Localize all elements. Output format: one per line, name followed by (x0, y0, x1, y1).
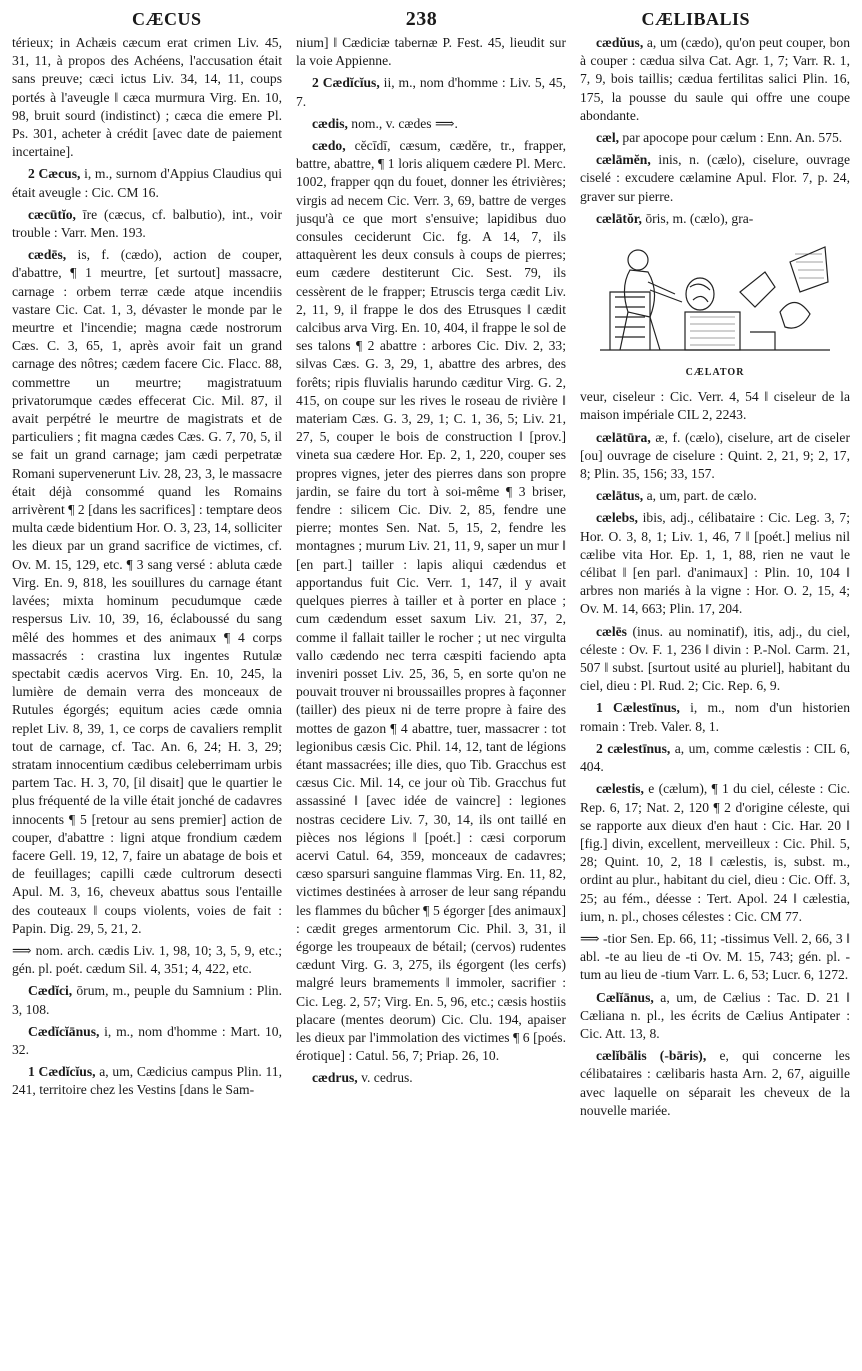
entry-definition: veur, ciseleur : Cic. Verr. 4, 54 ‖ ciseleur de la maison impériale CIL 2, 2243. (580, 389, 850, 423)
dictionary-entry (580, 487, 850, 505)
dictionary-entry (296, 34, 566, 70)
header-left-guideword: CÆCUS (132, 9, 202, 29)
dictionary-entry (296, 115, 566, 133)
entry-headword: 2 Cæcus, (28, 166, 81, 182)
caelator-engraving-illustration (590, 232, 840, 362)
dictionary-entry (12, 206, 282, 242)
entry-headword: cæcūtĭo, (28, 206, 76, 222)
entry-definition: a, um, de Cælius : Tac. D. 21 ‖ Cæliana n. pl., les écrits de Cælius Antipater : Cic. Att. 13, 8. (580, 989, 850, 1041)
entry-definition: i, m., surnom d'Appius Claudius qui était aveugle : Cic. CM 16. (12, 166, 282, 200)
dictionary-entry (580, 1047, 850, 1120)
column-3 (580, 34, 850, 1364)
entry-definition: a, um, Cædicius campus Plin. 11, 241, territoire chez les Vestins [dans le Sam- (12, 1064, 282, 1098)
entry-definition: īre (cæcus, cf. balbutio), int., voir trouble : Varr. Men. 193. (12, 206, 282, 241)
dictionary-entry (12, 1023, 282, 1059)
dictionary-entry (12, 942, 282, 978)
entry-headword: cælĭbālis (-bāris), (596, 1048, 707, 1064)
dictionary-entry (12, 1063, 282, 1099)
entry-headword: cælātūra, (596, 429, 651, 445)
dictionary-entry (580, 780, 850, 926)
running-header (12, 0, 850, 34)
dictionary-entry (580, 210, 850, 228)
entry-definition: ibis, adj., célibataire : Cic. Leg. 3, 7; Hor. O. 3, 8, 1; Liv. 1, 46, 7 ‖ [poét.] melius nil cælibe vita Hor. Ep. 1, 1, 88, rien ne vaut le célibat ‖ [en parl. d'animaux] : Plin. 10, 104 ‖ arbres non mariés à la vigne : Hor. O. 2, 15, 4; Ov. M. 14, 663; Plin. 17, 204. (580, 510, 850, 617)
entry-headword: 1 Cælestīnus, (596, 700, 680, 716)
dictionary-entry (580, 740, 850, 776)
entry-definition: a, um (cædo), qu'on peut couper, bon à couper : cædua silva Cat. Agr. 1, 7; Varr. R. 1, 7, 9, bois taillis; cædua fertilitas salici Plin. 16, 175, la pousse du saule qui offre une coupe abondante. (580, 35, 850, 123)
entry-definition: ii, m., nom d'homme : Liv. 5, 45, 7. (296, 75, 566, 109)
entry-definition: is, f. (cædo), action de couper, d'abattre, ¶ 1 meurtre, [et surtout] massacre, carnage : orbem terræ cæde atque incendiis vastare Cic. Cat. 1, 3, dévaster le monde par le meurtre et l'incendie; magna cæde nostrorum Cæs. C. 3, 65, 1, après avoir fait un grand carnage des nôtres; cædem facere Cic. Flacc. 88, commettre un meurtre; magistratuum privatorumque cædes effecerat Cic. Mil. 87, il avait perpétré le meurtre de magistrats et de particuliers ; fit magna cædes Cæs. G. 7, 70, 5, il se fait un grand carnage; jam cædi perpetratæ Romani supervenerunt Liv. 28, 23, 3, le massacre était déjà consommé quand les Romains arrivèrent ¶ 2 [dans les sacrifices] : temptare deos multa cæde bidentium Hor. O. 3, 23, 14, solliciter les dieux par un grand sacrifice de victimes, cf. Ov. M. 15, 129, etc. ¶ 3 sang versé : abluta cæde Virg. En. 9, 818, les souillures du carnage étant lavées; mixta hominum pecudumque cæde respersus Liv. 10, 39, 16, éclaboussé du sang mêlé des hommes et des animaux ¶ 4 corps massacrés : crastina lux ingentes Rutulæ spectabit cædis acervos Virg. En. 10, 245, la lumière de demain verra des monceaux de Rutules égorgés; equitum acies cæde omnia replet Liv. 8, 39, 1, ce corps de cavaliers remplit tout de carnage, cf. Tac. An. 6, 24; H. 3, 29; stratam innocentium cædibus celeberrimam urbis partem Tac. H. 3, 70, [il disait] que le quartier le plus fréquenté de la ville était jonché de cadavres innocents ¶ 5 [retour au sens premier] action de couper, d'abattre : ligni atque frondium cædem facere Gell. 19, 12, 7, faire un abatage de bois et de feuillages; capilli cæde cultrorum desecti Apul. M. 3, 16, cheveux abattus sous l'entaille des couteaux ‖ coups violents, voies de fait : Papin. Dig. 29, 5, 21, 2. (12, 247, 282, 936)
dictionary-entry (580, 388, 850, 424)
entry-definition: ⟹ -tior Sen. Ep. 66, 11; -tissimus Vell. 2, 66, 3 ‖ abl. -te au lieu de -ti Ov. M. 15, 743; gén. pl. -tum au lieu de -tium Varr. L. 6, 53; Lucr. 6, 1272. (580, 930, 850, 983)
entry-headword: cædrus, (312, 1070, 358, 1086)
entry-definition: ōrum, m., peuple du Samnium : Plin. 3, 108. (12, 983, 282, 1017)
dictionary-entry (580, 429, 850, 484)
dictionary-entry (296, 74, 566, 110)
entry-definition: e (cælum), ¶ 1 du ciel, céleste : Cic. Rep. 6, 17; Nat. 2, 120 ¶ 2 d'origine céleste, qui se rapporte aux dieux d'en haut : Cic. Har. 20 ‖ [fig.] divin, excellent, merveilleux : Cic. Phil. 5, 28; Quint. 10, 2, 18 ‖ cælestis, is, subst. m., ordint au plur., habitant du ciel, dieu : Cic. Off. 3, 25; au fém., déesse : Tert. Apol. 24 ‖ cælestia, ium, n. pl., choses célestes : Cic. CM 77. (580, 781, 850, 924)
entry-definition: (inus. au nominatif), itis, adj., du ciel, céleste : Ov. F. 1, 236 ‖ divin : P.-Nol. Carm. 21, 507 ‖ subst. [surtout usité au pluriel], habitant du ciel, dieu : Pl. Rud. 2; Cic. Rep. 6, 9. (580, 623, 850, 694)
dictionary-entry (580, 623, 850, 696)
column-1 (12, 34, 282, 1364)
entry-headword: cæl, (596, 130, 620, 146)
dictionary-entry (12, 34, 282, 161)
entry-definition: a, um, comme cælestis : CIL 6, 404. (580, 740, 850, 775)
header-right-guideword: CÆLIBALIS (641, 9, 750, 29)
dictionary-entry (12, 165, 282, 201)
entry-definition: æ, f. (cælo), ciselure, art de ciseler [ou] ouvrage de ciselure : Quint. 2, 21, 9; 2, 17, 8; Plin. 35, 156; 33, 157. (580, 429, 850, 482)
entry-definition: nom., v. cædes ⟹. (347, 115, 458, 131)
entry-headword: 1 Cædĭcĭus, (28, 1064, 96, 1080)
dictionary-entry (12, 246, 282, 938)
page-number: 238 (405, 8, 438, 30)
dictionary-entry (580, 34, 850, 125)
column-2 (296, 34, 566, 1364)
entry-headword: Cælĭānus, (596, 989, 654, 1005)
dictionary-entry (580, 989, 850, 1044)
entry-definition: ⟹ nom. arch. cædis Liv. 1, 98, 10; 3, 5, 9, etc.; gén. pl. poét. cædum Sil. 4, 351; 4, 422, etc. (12, 942, 282, 977)
dictionary-entry (12, 982, 282, 1018)
entry-definition: v. cedrus. (357, 1070, 413, 1086)
dictionary-entry (580, 930, 850, 985)
entry-headword: cædŭus, (596, 35, 644, 50)
dictionary-entry (296, 137, 566, 1065)
engraving-figure (580, 232, 850, 382)
dictionary-entry (580, 129, 850, 147)
entry-definition: a, um, part. de cælo. (643, 488, 757, 504)
entry-headword: cælātus, (596, 488, 644, 504)
entry-definition: nium] ‖ Cædiciæ tabernæ P. Fest. 45, lieudit sur la voie Appienne. (296, 35, 566, 69)
entry-headword: 2 cælestīnus, (596, 740, 671, 756)
entry-definition: i, m., nom d'un historien romain : Treb. Valer. 8, 1. (580, 700, 850, 734)
entry-headword: 2 Cædĭcĭus, (312, 75, 380, 91)
entry-headword: Cædĭcĭānus, (28, 1023, 100, 1039)
entry-definition: térieux; in Achæis cæcum erat crimen Liv. 45, 31, 11, à propos des Achéens, l'accusation était sans preuve; cæci ictus Liv. 34, 14, 11, coups portés à l'aveugle ‖ cæca murmura Virg. En. 10, 98, bruit sourd (indistinct) ; cæca die emere Pl. Ps. 301, acheter à crédit [avec date de paiement incertaine]. (12, 35, 282, 160)
entry-definition: ōris, m. (cælo), gra- (641, 210, 754, 226)
entry-headword: cædo, (312, 138, 346, 154)
entry-headword: Cædĭci, (28, 983, 73, 999)
entry-definition: i, m., nom d'homme : Mart. 10, 32. (12, 1023, 282, 1057)
entry-definition: e, qui concerne les célibataires : cælibaris hasta Arn. 2, 67, aiguille avec laquelle on séparait les cheveux de la nouvelle mariée. (580, 1048, 850, 1118)
entry-headword: cædēs, (28, 247, 67, 263)
figure-caption: CÆLATOR (685, 367, 745, 379)
entry-definition: par apocope pour cælum : Enn. An. 575. (619, 130, 843, 146)
entry-definition: inis, n. (cælo), ciselure, ouvrage ciselé : excudere cælamine Apul. Flor. 7, p. 24, graver sur pierre. (580, 152, 850, 204)
entry-headword: cælestis, (596, 781, 644, 797)
entry-headword: cælāmĕn, (596, 152, 651, 168)
entry-definition: cĕcīdī, cæsum, cædĕre, tr., frapper, battre, abattre, ¶ 1 loris aliquem cædere Pl. Merc. 1002, frapper qqn du fouet, donner les étrivières; virgis ad necem Cic. Verr. 3, 69, battre de verges jusqu'à ce que mort s'ensuive; lapidibus duo consules ceciderunt Cic. fg. A 14, 7, ils attaquèrent les deux consuls à coups de pierres; eum cædere destiterunt Cic. Sest. 79, ils cessèrent de le frapper; Etruscis terga cædit Liv. 2, 11, 9, il frappe le dos des Etrusques ‖ cædit calcibus arva Virg. En. 10, 404, il frappe le sol de ses talons ¶ 2 abattre : arbores Cic. Div. 2, 33; silvas Cæs. G. 3, 29, 1, abattre des arbres, des forêts; ripis fluvialis harundo cæditur Virg. G. 2, 415, on coupe sur les rives le roseau de rivière ‖ materiam Cæs. G. 3, 29, 1; C. 1, 36, 5; Liv. 21, 27, 5, couper le bois de construction ‖ [prov.] vineta sua cædere Hor. Ep. 2, 1, 220, couper ses propres vignes, jeter des pierres dans son propre jardin, se faire du tort à soi-même ¶ 3 briser, fendre : silicem Cic. Div. 2, 85, fendre une pierre; montes Sen. Nat. 5, 15, 2, fendre les montagnes ; murum Liv. 21, 11, 9, saper un mur ‖ [en part.] tailler : lapis aliqui cædendus et apportandus fuit Cic. Verr. 1, 147, il y avait quelques pierres à tailler et à porter en place ; cum cædendum esset saxum Liv. 21, 37, 2, comme il fallait tailler le rocher ; ut nec virgulta vallo cædendo nec terra cæspiti faciendo apta inveniri posset Liv. 25, 36, 5, en sorte qu'on ne pouvait trouver ni broussailles propres à façonner (tailler) des pieux ni de terre propre à faire des mottes de gazon ¶ 4 abattre, tuer, massacrer : tot legionibus cæsis Cic. Phil. 14, 12, tant de légions étant massacrées; ille dies, quo Tib. Gracchus est cæsus Cic. Mil. 14, ce jour où Tib. Gracchus fut assassiné ‖ [avec idée de vaincre] : legiones nostras cecidere Liv. 7, 30, 14, ils ont taillé en pièces nos légions ‖ [poét.] : cæsi corporum acervi Catul. 64, 359, monceaux de cadavres; cæso sparsuri sanguine flammas Virg. En. 11, 82, victimes destinées à arroser de leur sang répandu les flammes du bûcher ¶ 5 égorger [des animaux] : cædit greges armentorum Cic. Phil. 3, 31, il égorge les troupeaux de bétail; (cervos) rudentes cædunt Virg. G. 3, 275, ils égorgent (les cerfs) malgré leurs bramements ‖ immoler, sacrifier : Cic. Leg. 2, 57; Virg. En. 5, 96, etc.; cæsis hostiis placare (mentes deorum) Cic. Clu. 194, apaiser les dieux par l'immolation des victimes ¶ 6 [poés. érotique] : Catul. 56, 7; Priap. 26, 10. (296, 138, 566, 1064)
dictionary-entry (580, 151, 850, 206)
entry-headword: cædis, (312, 115, 348, 131)
dictionary-entry (580, 509, 850, 618)
dictionary-entry (296, 1069, 566, 1087)
entry-headword: cælātŏr, (596, 210, 642, 226)
entry-headword: cælēs (596, 623, 627, 639)
dictionary-entry (580, 699, 850, 735)
text-columns (12, 34, 850, 1364)
entry-headword: cælebs, (596, 510, 638, 526)
